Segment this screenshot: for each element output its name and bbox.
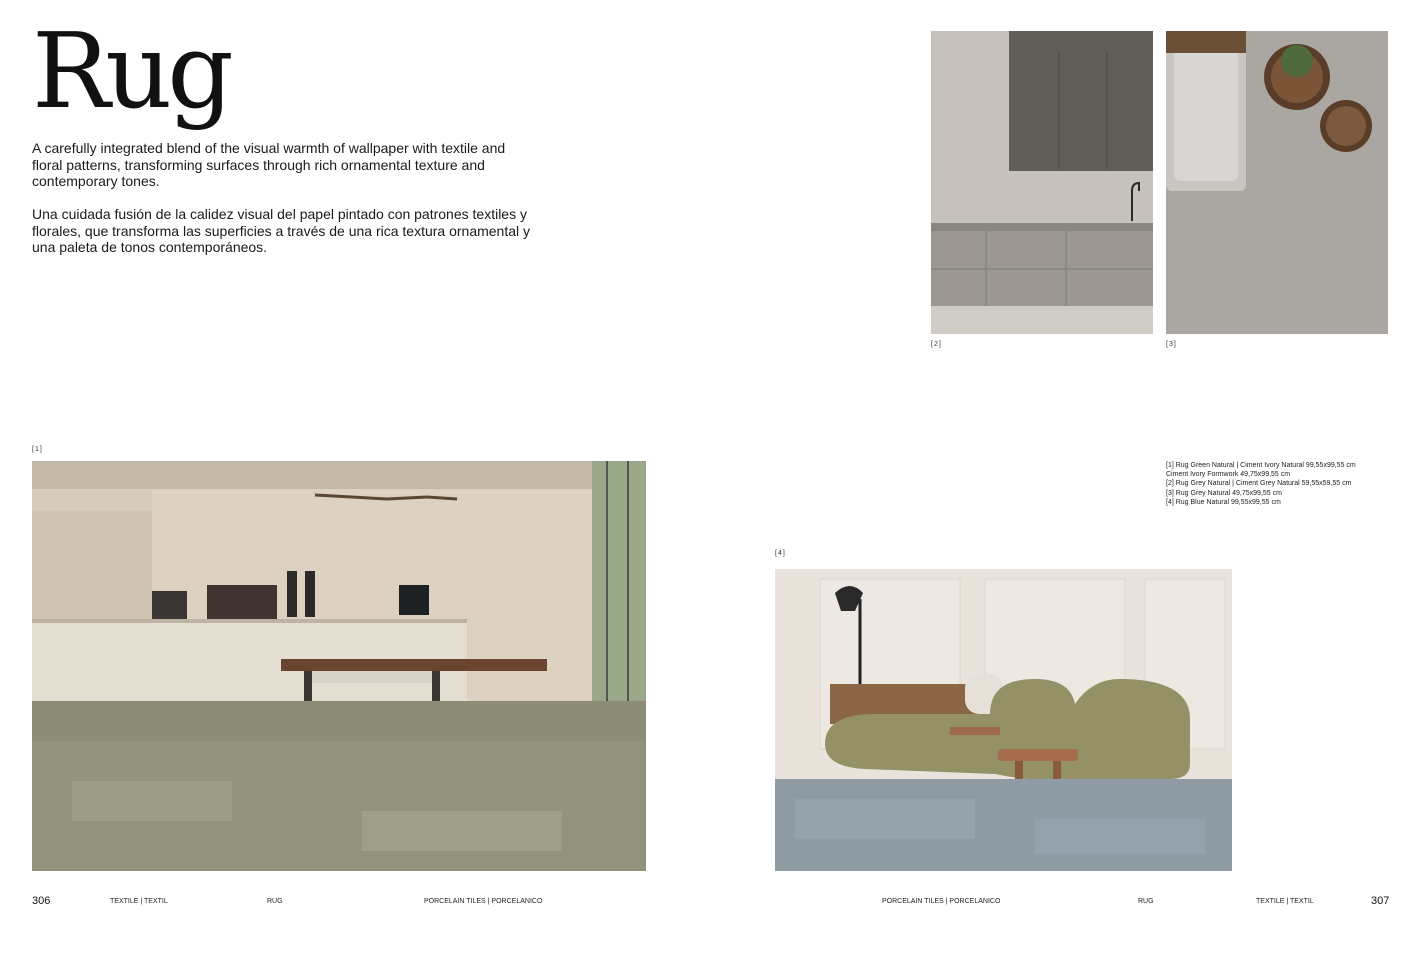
footer-category-left: PORCELAIN TILES | PORCELANICO: [424, 898, 543, 905]
page-number-right: 307: [1371, 895, 1390, 907]
caption-line: [1] Rug Green Natural | Ciment Ivory Natural 99,55x99,55 cm: [1166, 462, 1356, 469]
caption-line: [3] Rug Grey Natural 49,75x99,55 cm: [1166, 489, 1282, 497]
footer-collection-left: RUG: [267, 898, 283, 905]
photo-top-view: [1166, 31, 1388, 334]
page-number-left: 306: [32, 895, 51, 907]
caption-line: Ciment Ivory Formwork 49,75x99,55 cm: [1166, 471, 1291, 479]
photo-tag-4: [4]: [775, 550, 786, 557]
footer-category-right: PORCELAIN TILES | PORCELANICO: [882, 898, 1001, 905]
photo-living-room: [775, 569, 1232, 871]
photo-captions: [1166, 461, 1396, 507]
caption-line: [4] Rug Blue Natural 99,55x99,55 cm: [1166, 498, 1281, 506]
footer-section-left: TEXTILE | TEXTIL: [110, 898, 168, 905]
photo-tag-1: [1]: [32, 446, 43, 453]
intro-english: A carefully integrated blend of the visual warmth of wallpaper with textile and floral patterns, transforming surfaces through rich ornamental texture and contemporary tones.: [32, 140, 506, 189]
footer-section-right: TEXTILE | TEXTIL: [1256, 898, 1314, 905]
caption-line: [2] Rug Grey Natural | Ciment Grey Natural 59,55x59,55 cm: [1166, 480, 1352, 488]
photo-tag-3: [3]: [1166, 341, 1177, 348]
footer-collection-right: RUG: [1138, 898, 1154, 905]
photo-tag-2: [2]: [931, 341, 942, 348]
photo-kitchen: [931, 31, 1153, 334]
intro-spanish: Una cuidada fusión de la calidez visual del papel pintado con patrones textiles y florales, que transforma las superficies a través de una rica textura ornamental y una paleta de tonos contemporáneos.: [32, 206, 531, 255]
photo-dining-room: [32, 461, 646, 871]
page-title: Rug: [32, 10, 229, 132]
